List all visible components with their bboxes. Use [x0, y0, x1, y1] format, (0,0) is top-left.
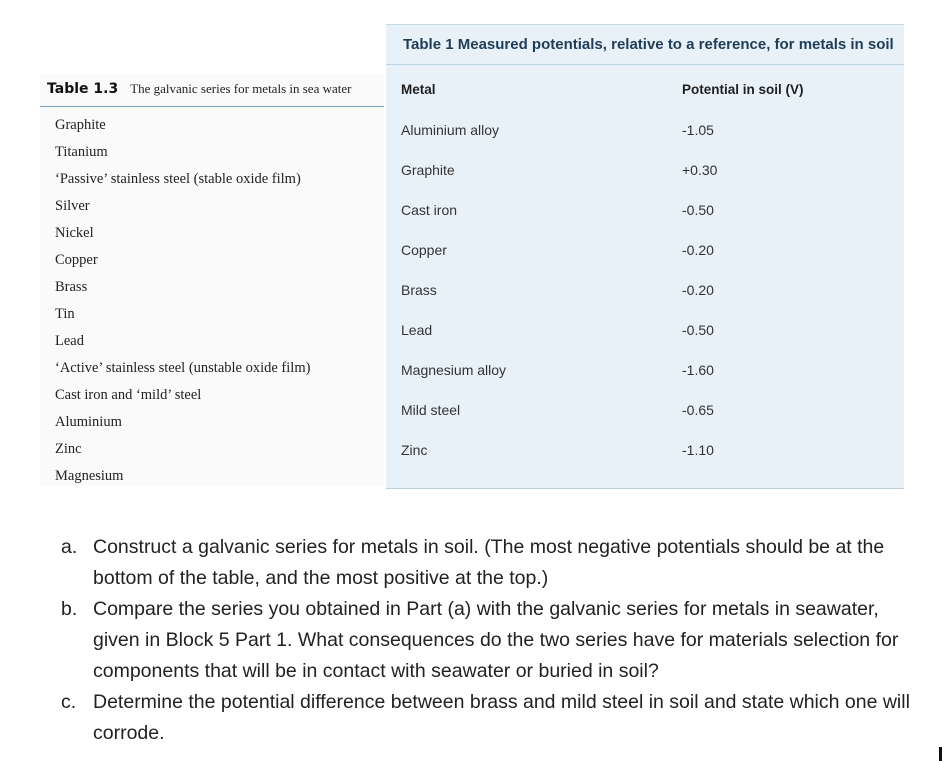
potential-cell: -1.10 — [682, 442, 714, 458]
metal-cell: Brass — [401, 282, 437, 298]
series-item: Lead — [55, 333, 84, 349]
series-item: Copper — [55, 252, 98, 268]
series-item: ‘Passive’ stainless steel (stable oxide film) — [55, 171, 301, 187]
metal-cell: Zinc — [401, 442, 428, 458]
caption-divider — [40, 106, 384, 107]
table-row — [386, 390, 904, 430]
series-item: Nickel — [55, 225, 94, 241]
question-item — [58, 687, 928, 749]
series-item: Zinc — [55, 441, 82, 457]
column-header-metal: Metal — [401, 82, 436, 97]
table-caption — [47, 80, 384, 98]
table-row — [386, 110, 904, 150]
series-item: Silver — [55, 198, 90, 214]
question-item — [58, 532, 928, 594]
series-item: Magnesium — [55, 468, 124, 484]
table-row — [386, 310, 904, 350]
table-caption: Table 1 Measured potentials, relative to a reference, for metals in soil — [386, 25, 904, 65]
series-item: Titanium — [55, 144, 108, 160]
potential-cell: -1.05 — [682, 122, 714, 138]
metal-cell: Copper — [401, 242, 447, 258]
question-label: a. — [61, 536, 78, 558]
series-item: Graphite — [55, 117, 106, 133]
metal-cell: Mild steel — [401, 402, 461, 418]
potential-cell: -0.20 — [682, 282, 714, 298]
series-item: Aluminium — [55, 414, 122, 430]
table-row — [386, 150, 904, 190]
question-list — [58, 532, 928, 749]
question-text: Construct a galvanic series for metals in soil. (The most negative potentials should be at the bottom of the table, and the most positive at the top.) — [93, 536, 885, 589]
potential-cell: -0.65 — [682, 402, 714, 418]
series-item: Brass — [55, 279, 88, 295]
table-title: The galvanic series for metals in sea water — [130, 81, 352, 96]
seawater-galvanic-series-table — [40, 74, 384, 486]
question-label: c. — [61, 691, 77, 713]
metal-cell: Magnesium alloy — [401, 362, 507, 378]
series-item: Cast iron and ‘mild’ steel — [55, 387, 202, 403]
column-header-potential: Potential in soil (V) — [682, 82, 804, 97]
question-item — [58, 594, 928, 687]
table-body — [386, 110, 904, 470]
potential-cell: -0.20 — [682, 242, 714, 258]
soil-potentials-table — [386, 24, 904, 489]
question-text: Determine the potential difference between brass and mild steel in soil and state which one will corrode. — [93, 691, 910, 744]
potential-cell: +0.30 — [682, 162, 718, 178]
metal-cell: Cast iron — [401, 202, 458, 218]
table-row — [386, 190, 904, 230]
table-number: Table 1.3 — [47, 81, 119, 97]
table-row — [386, 430, 904, 470]
potential-cell: -0.50 — [682, 322, 714, 338]
series-item: ‘Active’ stainless steel (unstable oxide film) — [55, 360, 311, 376]
question-label: b. — [61, 598, 78, 620]
metal-cell: Lead — [401, 322, 433, 338]
potential-cell: -0.50 — [682, 202, 714, 218]
metal-cell: Aluminium alloy — [401, 122, 500, 138]
series-item: Tin — [55, 306, 75, 322]
question-text: Compare the series you obtained in Part (a) with the galvanic series for metals in seawater, given in Block 5 Part 1. What consequences do the two series have for materials selection for components that will be in contact with seawater or buried in soil? — [93, 598, 899, 682]
metal-cell: Graphite — [401, 162, 455, 178]
cursor-mark — [939, 747, 942, 761]
table-row — [386, 350, 904, 390]
table-row — [386, 270, 904, 310]
table-row — [386, 230, 904, 270]
table-header-row — [386, 70, 904, 110]
potential-cell: -1.60 — [682, 362, 714, 378]
series-list — [55, 112, 384, 490]
